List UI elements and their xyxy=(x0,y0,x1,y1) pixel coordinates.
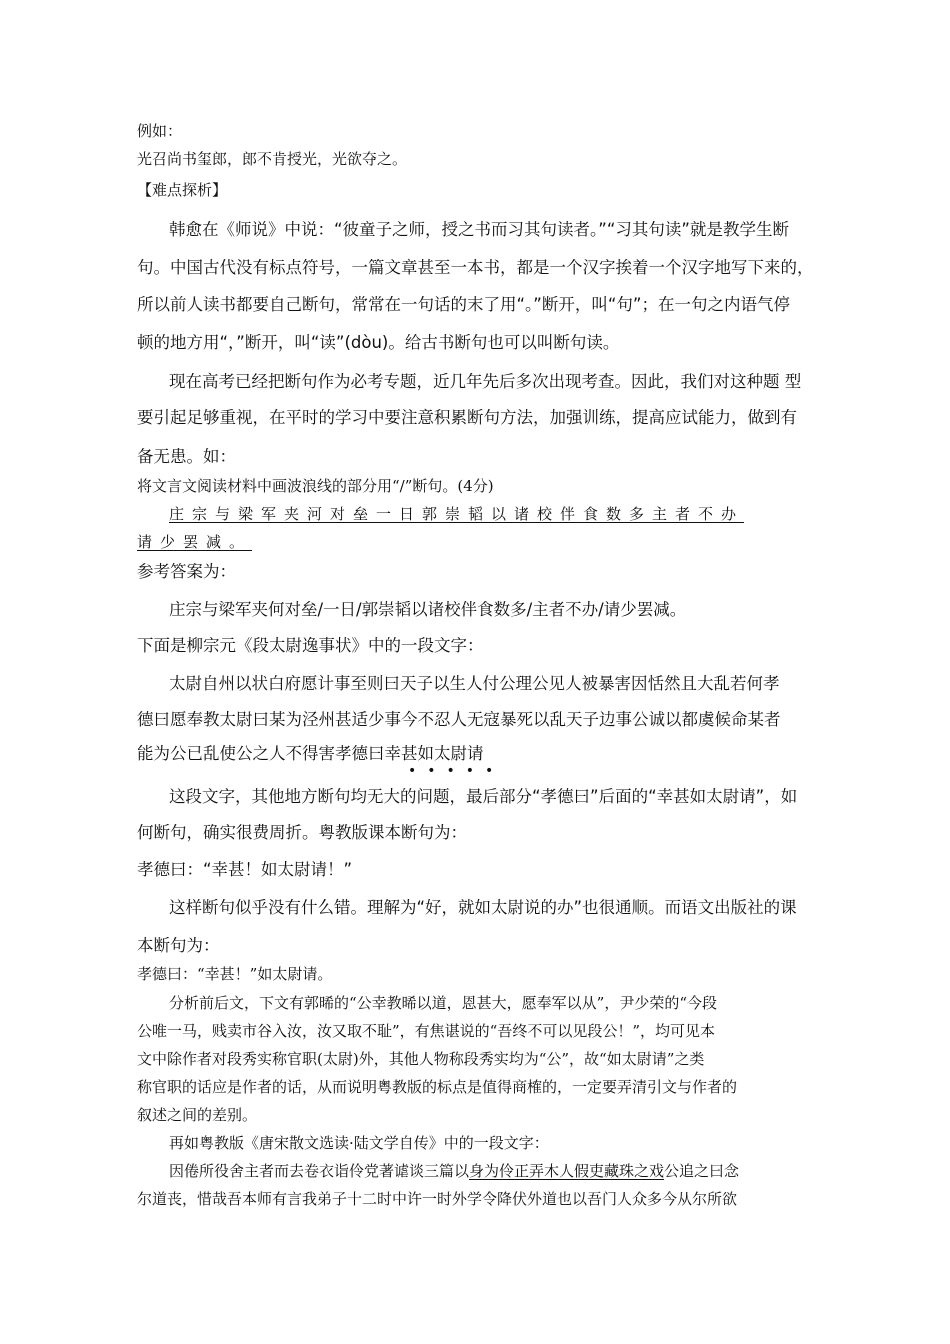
emphasis-dots: ••••• xyxy=(408,763,505,779)
text-line: 韩愈在《师说》中说：“彼童子之师，授之书而习其句读者。”“习其句读”就是教学生断 xyxy=(169,220,789,239)
quoted-passage: 太尉自州以状白府愿计事至则曰天子以生人付公理公见人被暴害因恬然且大乱若何孝 xyxy=(169,674,780,693)
quoted-passage xyxy=(169,1164,739,1179)
wavy-underlined-passage: 庄宗与梁军夹河对垒一日郭崇韬以诸校伴食数多主者不办 xyxy=(169,505,745,523)
text-line: 孝德曰：“幸甚！如太尉请！” xyxy=(137,860,353,879)
text-line: 这段文字，其他地方断句均无大的问题，最后部分“孝德曰”后面的“幸甚如太尉请”，如 xyxy=(169,787,798,806)
underlined-segment: 身为伶正弄木人假吏藏珠之戏 xyxy=(469,1162,665,1180)
text-line: 何断句，确实很费周折。粤教版课本断句为： xyxy=(137,823,467,842)
text-line: 要引起足够重视，在平时的学习中要注意积累断句方法，加强训练，提高应试能力，做到有 xyxy=(137,408,797,427)
text-line: 本断句为： xyxy=(137,936,220,955)
text-line: 分析前后文，下文有郭晞的“公幸教晞以道，恩甚大，愿奉军以从”，尹少荣的“今段 xyxy=(169,994,718,1012)
text-line: 句。中国古代没有标点符号，一篇文章甚至一本书，都是一个汉字挨着一个汉字地写下来的， xyxy=(137,258,814,277)
text-line: 这样断句似乎没有什么错。理解为“好，就如太尉说的办”也很通顺。而语文出版社的课 xyxy=(169,898,797,917)
text-line: 孝德曰：“幸甚！”如太尉请。 xyxy=(137,965,333,983)
text-line: 光召尚书玺郎，郎不肯授光，光欲夺之。 xyxy=(137,150,408,168)
text-line: 下面是柳宗元《段太尉逸事状》中的一段文字： xyxy=(137,636,484,655)
passage-segment: 因倦所役舍主者而去卷衣诣伶党著谑谈三篇以 xyxy=(169,1162,470,1180)
text-line: 叙述之间的差别。 xyxy=(137,1106,258,1124)
quoted-passage: 能为公已乱使公之人不得害孝德曰幸甚如太尉请 xyxy=(137,744,484,763)
text-line: 再如粤教版《唐宋散文选读·陆文学自传》中的一段文字： xyxy=(169,1134,549,1152)
answer-line: 庄宗与梁军夹何对垒/一日/郭崇韬以诸校伴食数多/主者不办/请少罢减。 xyxy=(169,600,687,619)
section-heading: 【难点探析】 xyxy=(137,181,228,199)
text-line: 称官职的话应是作者的话，从而说明粤教版的标点是值得商榷的，一定要弄清引文与作者的 xyxy=(137,1078,738,1096)
text-line: 顿的地方用“，”断开，叫“读”(dòu)。给古书断句也可以叫断句读。 xyxy=(137,333,620,352)
quoted-passage: 德曰愿奉教太尉曰某为泾州甚适少事今不忍人无寇暴死以乱天子边事公诚以都虞候命某者 xyxy=(137,710,781,729)
text-line: 参考答案为： xyxy=(137,562,236,581)
text-line: 现在高考已经把断句作为必考专题，近几年先后多次出现考查。因此，我们对这种题 型 xyxy=(169,372,802,391)
text-line: 公唯一马，贱卖市谷入汝，汝又取不耻”，有焦谌说的“吾终不可以见段公！”，均可见本 xyxy=(137,1022,716,1040)
text-line: 文中除作者对段秀实称官职(太尉)外，其他人物称段秀实均为“公”，故“如太尉请”之类 xyxy=(137,1050,705,1068)
wavy-underlined-passage: 请少罢减。 xyxy=(137,533,253,551)
quoted-passage: 尔道丧，惜哉吾本师有言我弟子十二时中许一时外学令降伏外道也以吾门人众多今从尔所欲 xyxy=(137,1190,738,1208)
text-line: 所以前人读书都要自己断句，常常在一句话的末了用“。”断开，叫“句”；在一句之内语气停 xyxy=(137,295,790,314)
passage-segment: 公追之曰念 xyxy=(664,1162,740,1180)
text-line: 例如： xyxy=(137,122,183,140)
question-prompt: 将文言文阅读材料中画波浪线的部分用“/”断句。(4分) xyxy=(137,477,494,495)
text-line: 备无患。如： xyxy=(137,447,236,466)
